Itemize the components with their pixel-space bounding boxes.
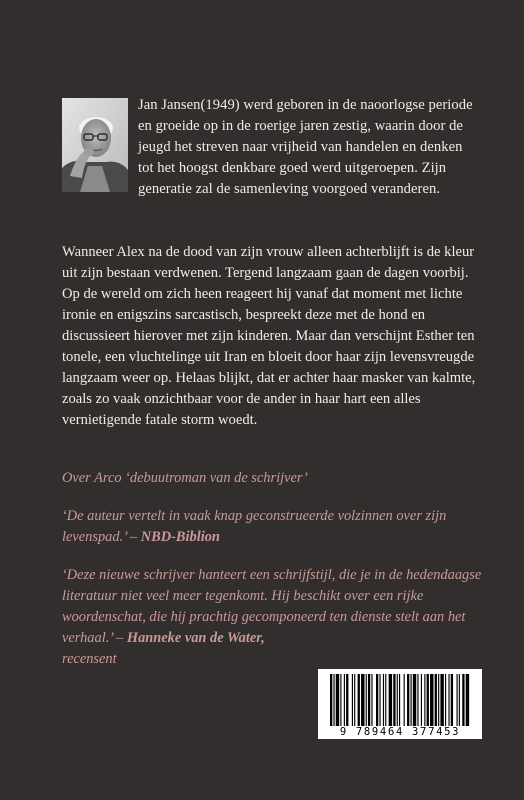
book-blurb: Wanneer Alex na de dood van zijn vrouw alleen achterblijft is de kleur uit zijn bestaan verdwenen. Tergend langzaam gaan de dagen voorbij. Op de wereld om zich heen reageert hij vanaf dat moment met lichte ironie en enigszins sarcastisch, bespreekt deze met de hond en discussieert hierover met zijn kinderen. Maar dan verschijnt Esther ten tonele, een vluchtelinge uit Iran en bloeit door haar zijn levensvreugde langzaam weer op. Helaas blijkt, dat er achter haar masker van kalmte, zoals zo vaak onzichtbaar voor de ander in haar hart een alles vernietigende fatale storm woedt.: [62, 244, 476, 428]
barcode-bar: [389, 674, 392, 726]
barcode-bars: [318, 669, 482, 727]
isbn-barcode: [318, 669, 482, 739]
barcode-bar: [427, 674, 429, 726]
barcode-bar: [397, 674, 398, 726]
barcode-bar: [407, 674, 409, 726]
barcode-bar: [435, 674, 437, 726]
author-photo: [62, 98, 128, 192]
barcode-bar: [376, 674, 378, 726]
author-bio: Jan Jansen(1949) werd geboren in de naoorlogse periode en groeide op in de roerige jaren zestig, waarin door de jeugd het streven naar vrijheid van handelen en denken tot het hoogst denkbare goed werd uitgeroepen. Zijn generatie zal de samenleving voorgoed veranderen.: [138, 97, 473, 197]
isbn-digits: 9 789464 377453: [339, 726, 461, 738]
barcode-bar: [440, 674, 443, 726]
barcode-bar: [448, 674, 449, 726]
review-2-source: Hanneke van de Water,: [126, 630, 265, 646]
barcode-bar: [445, 674, 446, 726]
barcode-bar: [344, 674, 345, 726]
barcode-bar: [330, 674, 332, 726]
barcode-bar: [466, 674, 469, 726]
author-portrait-image: [62, 98, 128, 192]
barcode-bar: [438, 674, 439, 726]
barcode-bar: [336, 674, 339, 726]
barcode-bar: [346, 674, 348, 726]
barcode-bar: [417, 674, 418, 726]
barcode-bar: [462, 674, 464, 726]
reviews-section: [62, 468, 482, 687]
barcode-bar: [399, 674, 400, 726]
barcode-bar: [430, 674, 433, 726]
review-quote-1: [62, 506, 482, 548]
review-1-quote: ‘De auteur vertelt in vaak knap geconstrueerde volzinnen over zijn levenspad.’ –: [62, 508, 447, 545]
barcode-bar: [358, 674, 360, 726]
barcode-bar: [352, 674, 353, 726]
review-quote-2: [62, 565, 482, 670]
barcode-bar: [385, 674, 386, 726]
barcode-bar: [457, 674, 458, 726]
barcode-bar: [411, 674, 412, 726]
barcode-bar: [366, 674, 367, 726]
barcode-bar: [368, 674, 370, 726]
barcode-bar: [451, 674, 453, 726]
review-1-source: NBD-Biblion: [140, 529, 220, 545]
barcode-bar: [340, 674, 341, 726]
barcode-bar: [459, 674, 460, 726]
barcode-bar: [421, 674, 422, 726]
review-2-quote: ‘Deze nieuwe schrijver hanteert een schrijfstijl, die je in de hedendaagse literatuur niet veel meer tegenkomt. Hij beschikt over een rijke woordenschat, die hij prachtig gecomponeerd ten dienste stelt aan het verhaal.’ –: [62, 567, 482, 646]
barcode-bar: [383, 674, 384, 726]
barcode-bar: [424, 674, 425, 726]
barcode-bar: [371, 674, 372, 726]
barcode-bar: [413, 674, 416, 726]
review-2-role: recensent: [62, 651, 117, 667]
barcode-bar: [379, 674, 380, 726]
barcode-bar: [354, 674, 355, 726]
reviews-heading: Over Arco ‘debuutroman van de schrijver’: [62, 470, 308, 486]
barcode-bar: [404, 674, 405, 726]
barcode-bar: [393, 674, 395, 726]
barcode-bar: [333, 674, 334, 726]
barcode-bar: [361, 674, 364, 726]
